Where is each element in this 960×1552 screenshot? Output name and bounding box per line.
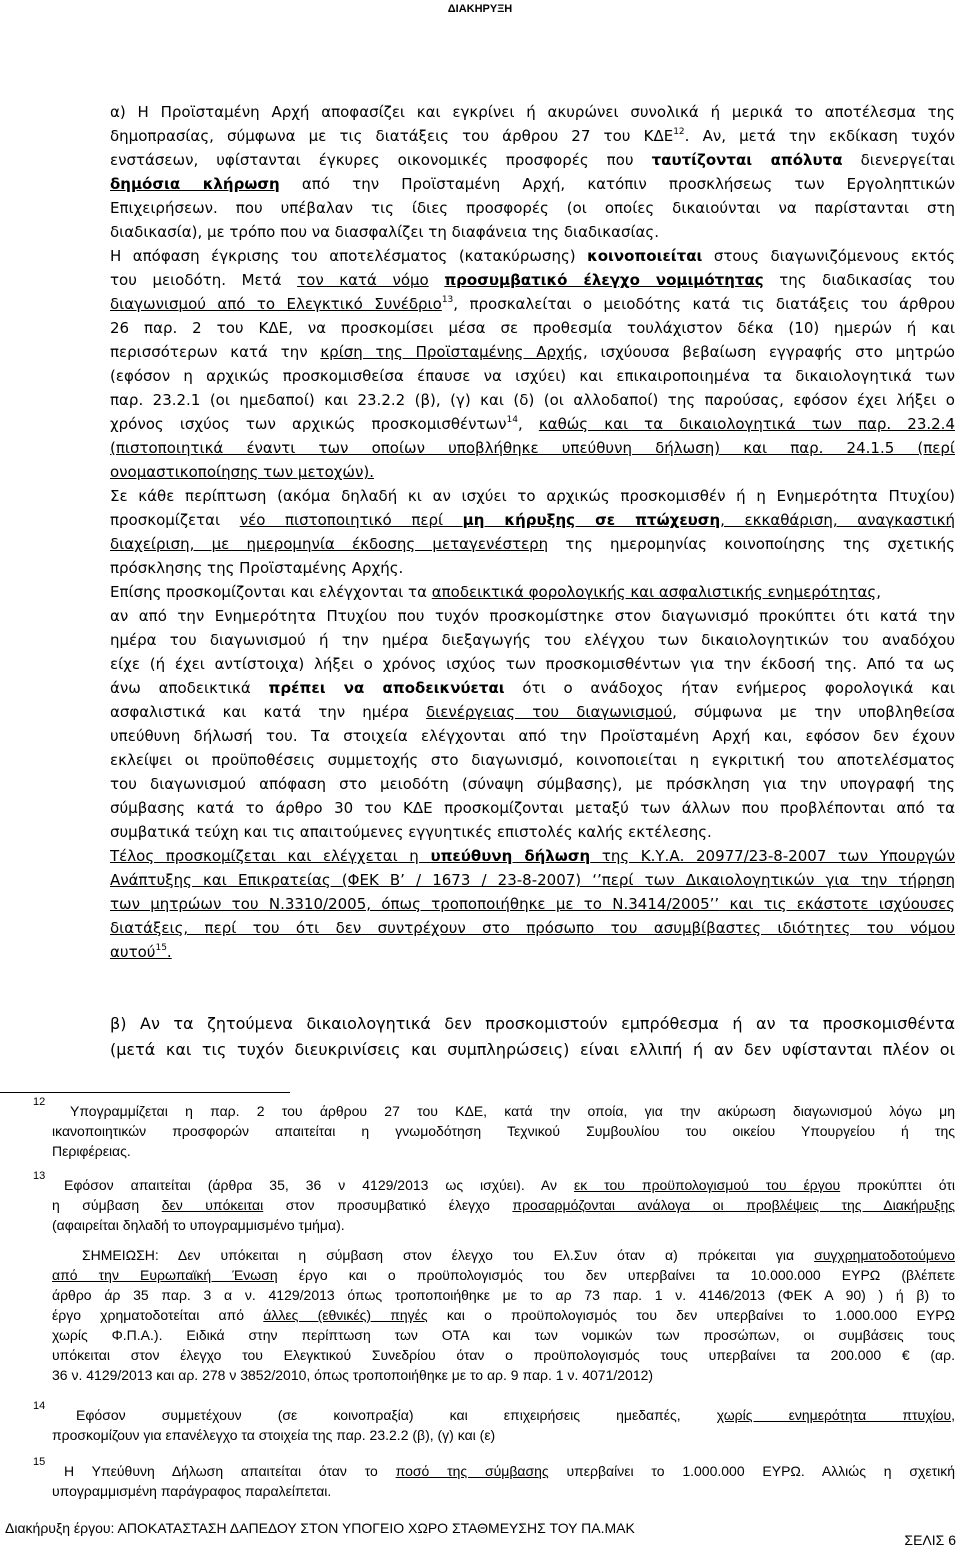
text-line: Ανάπτυξης και Επικρατείας (ΦΕΚ Β’ / 1673 / 23-8-2007) ‘’περί των Δικαιολογητικών για την τήρηση [110, 871, 955, 889]
text-line: περισσότερων κατά την κρίση της Προϊσταμένης Αρχής, ισχύουσα βεβαίωση εγγραφής στο μητρώο [110, 343, 955, 361]
text-line: ημέρα του διαγωνισμού ή την ημέρα διεξαγωγής του ελέγχου των δικαιολογητικών του αναδόχου [110, 631, 955, 649]
text-line: προσκομίζεται νέο πιστοποιητικό περί μη κήρυξης σε πτώχευση, εκκαθάριση, αναγκαστική [110, 511, 955, 529]
text-line: διατάξεις, περί του ότι δεν συντρέχουν στο πρόσωπο του ασυμβίβαστες ιδιότητες του νόμου [110, 919, 955, 937]
text-line: διαγωνισμού από το Ελεγκτικό Συνέδριο$^{13}$, προσκαλείται ο μειοδότης κατά τις διατάξεις του άρθρου [110, 295, 955, 313]
text-line: δημοπρασίας, σύμφωνα με τις διατάξεις του άρθρου 27 του ΚΔΕ$^{12}$. Αν, μετά την εκδίκαση τυχόν [110, 127, 955, 145]
footnote-number: 12 [33, 1096, 46, 1108]
footnote-line: έργο χρηματοδοτείται από άλλες (εθνικές) πηγές και ο προϋπολογισμός του δεν υπερβαίνει το 1.000.000 ΕΥΡΩ [52, 1307, 955, 1323]
footnote-line: Περιφέρειας. [52, 1143, 131, 1159]
footnote-line: Εφόσον συμμετέχουν (σε κοινοπραξία) και επιχειρήσεις ημεδαπές, χωρίς ενημερότητα πτυχίου, [76, 1407, 955, 1423]
text-line: διαχείριση, με ημερομηνία έκδοσης μεταγενέστερη της ημερομηνίας κοινοποίησης της σχετικής [110, 535, 955, 553]
text-line: υπεύθυνη δήλωσή του. Τα στοιχεία ελέγχονται από την Προϊσταμένη Αρχή και, εφόσον δεν έχουν [110, 727, 955, 745]
text-line: Τέλος προσκομίζεται και ελέγχεται η υπεύθυνη δήλωση της Κ.Υ.Α. 20977/23-8-2007 των Υπουργών [110, 847, 955, 865]
footnote-separator [0, 1092, 290, 1093]
text-line: (πιστοποιητικά έναντι των οποίων υποβλήθηκε υπεύθυνη δήλωση) και παρ. 24.1.5 (περί [110, 439, 955, 457]
text-line: εκλείψει οι προϋποθέσεις συμμετοχής στο διαγωνισμό, κοινοποιείται η εγκριτική του αποτελέσματος [110, 751, 955, 769]
text-line: του μειοδότη. Μετά τον κατά νόμο προσυμβατικό έλεγχο νομιμότητας της διαδικασίας του [110, 271, 955, 289]
text-line: άνω αποδεικτικά πρέπει να αποδεικνύεται ότι ο ανάδοχος ήταν ενήμερος φορολογικά και [110, 679, 955, 697]
text-line: ενστάσεων, υφίστανται έγκυρες οικονομικές προσφορές που ταυτίζονται απόλυτα διενεργείται [110, 151, 955, 169]
footnote-number: 13 [33, 1170, 46, 1182]
footnote-ref: 12 [673, 127, 685, 137]
text-line: σύμβασης κατά το άρθρο 30 του ΚΔΕ προσκομίζονται μεταξύ των άλλων που προβλέπονται από τα [110, 799, 955, 817]
footnote-line: 36 ν. 4129/2013 και αρ. 278 ν 3852/2010, όπως τροποποιήθηκε με το αρ. 9 παρ. 1 ν. 4071/2012) [52, 1367, 654, 1383]
document-header: ΔΙΑΚΗΡΥΞΗ [447, 3, 513, 15]
footnote-ref: 13 [441, 295, 454, 305]
text-line: α) Η Προϊσταμένη Αρχή αποφασίζει και εγκρίνει ή ακυρώνει συνολικά ή μερικά το αποτέλεσμα της [110, 103, 955, 121]
footnote-number: 15 [33, 1456, 46, 1468]
footnote-line: (αφαιρείται δηλαδή το υπογραμμισμένο τμήμα). [52, 1217, 345, 1233]
footnote-line: Εφόσον απαιτείται (άρθρα 35, 36 ν 4129/2013 ως ισχύει). Αν εκ του προϋπολογισμού του έργου προκύπτει ότι [64, 1177, 955, 1193]
footnote-line: ΣΗΜΕΙΩΣΗ: Δεν υπόκειται η σύμβαση στον έλεγχο του Ελ.Συν όταν α) πρόκειται για συγχρηματοδοτούμενο [82, 1247, 955, 1263]
text-line: (εφόσον η αρχικώς προσκομισθείσα έπαυσε να ισχύει) και επικαιροποιημένα τα δικαιολογητικά των [110, 367, 955, 385]
text-line: είχε (ή έχει αντίστοιχα) λήξει ο χρόνος ισχύος των προσκομισθέντων για την έκδοσή της. Από τα ως [110, 655, 955, 673]
text-line: Επίσης προσκομίζονται και ελέγχονται τα αποδεικτικά φορολογικής και ασφαλιστικής ενημερότητας, [110, 583, 881, 601]
footnote-ref: 15 [155, 943, 167, 953]
text-line: αυτού$^{15}$. [110, 943, 172, 961]
footnote-line: προσκομίζουν για επανέλεγχο τα στοιχεία της παρ. 23.2.2 (β), (γ) και (ε) [52, 1427, 496, 1443]
text-line: β) Αν τα ζητούμενα δικαιολογητικά δεν προσκομιστούν εμπρόθεσμα ή αν τα προσκομισθέντα [110, 1014, 955, 1033]
text-line: παρ. 23.2.1 (οι ημεδαποί) και 23.2.2 (β), (γ) και (δ) (οι αλλοδαποί) της παρούσας, εφόσον έχει λήξει ο [110, 391, 955, 409]
text-line: πρόσκλησης της Προϊσταμένης Αρχής. [110, 559, 404, 577]
footnote-line: χωρίς Φ.Π.Α.). Ειδικά στην περίπτωση των ΟΤΑ και των νομικών των προσώπων, οι συμβάσεις τους [52, 1327, 955, 1343]
text-line: δημόσια κλήρωση από την Προϊσταμένη Αρχή, κατόπιν προσκλήσεως των Εργοληπτικών [110, 175, 955, 193]
text-line: 26 παρ. 2 του ΚΔΕ, να προσκομίσει μέσα σε προθεσμία τουλάχιστον δέκα (10) ημερών ή και [110, 319, 955, 337]
text-line: διαδικασία), με τρόπο που να διασφαλίζει τη διαφάνεια της διαδικασίας. [110, 223, 660, 241]
text-line: ασφαλιστικά και κατά την ημέρα διενέργειας του διαγωνισμού, σύμφωνα με την υποβληθείσα [110, 703, 955, 721]
text-line: Επιχειρήσεων. που υπέβαλαν τις ίδιες προσφορές (οι οποίες δικαιούνται να παρίστανται στη [110, 199, 955, 217]
text-line: (μετά και τις τυχόν διευκρινίσεις και συμπληρώσεις) είναι ελλιπή ή αν δεν υφίστανται πλέον οι [110, 1040, 955, 1059]
footnote-line: η σύμβαση δεν υπόκειται στον προσυμβατικό έλεγχο προσαρμόζονται ανάλογα οι προβλέψεις της Διακήρυξης [52, 1197, 955, 1213]
text-line: του διαγωνισμού απόφαση στο μειοδότη (σύναψη σύμβασης), με πρόσκληση για την υπογραφή της [110, 775, 955, 793]
footer-page-number: ΣΕΛΙΣ 6 [904, 1532, 956, 1548]
footnote-line: Η Υπεύθυνη Δήλωση απαιτείται όταν το ποσό της σύμβασης υπερβαίνει το 1.000.000 ΕΥΡΩ. Αλλιώς η σχετική [64, 1463, 955, 1479]
footer-project-title: Διακήρυξη έργου: ΑΠΟΚΑΤΑΣΤΑΣΗ ΔΑΠΕΔΟΥ ΣΤΟΝ ΥΠΟΓΕΙΟ ΧΩΡΟ ΣΤΑΘΜΕΥΣΗΣ ΤΟΥ ΠΑ.ΜΑΚ [5, 1520, 635, 1536]
text-line: αν από την Ενημερότητα Πτυχίου που τυχόν προσκομίστηκε στον διαγωνισμό προκύπτει ότι κατά την [110, 607, 955, 625]
text-line: χρόνος ισχύος των αρχικώς προσκομισθέντων$^{14}$, καθώς και τα δικαιολογητικά των παρ. 23.2.4 [110, 415, 955, 433]
text-line: ονομαστικοποίησης των μετοχών). [110, 463, 374, 481]
footnote-line: ικανοποιητικών προσφορών απαιτείται η γνωμοδότηση Τεχνικού Συμβουλίου του οικείου Υπουργείου ή της [52, 1123, 955, 1139]
text-line: συμβατικά τεύχη και τις απαιτούμενες εγγυητικές επιστολές καλής εκτέλεσης. [110, 823, 712, 841]
footnote-number: 14 [33, 1400, 46, 1412]
footnote-line: Υπογραμμίζεται η παρ. 2 του άρθρου 27 του ΚΔΕ, κατά την οποία, για την ακύρωση διαγωνισμού λόγω μη [70, 1103, 955, 1119]
text-line: Σε κάθε περίπτωση (ακόμα δηλαδή κι αν ισχύει το αρχικώς προσκομισθέν ή η Ενημερότητα Πτυχίου) [110, 487, 955, 505]
footnote-line: υπόκειται στον έλεγχο του Ελεγκτικού Συνεδρίου όταν ο προϋπολογισμός τους υπερβαίνει τα 200.000 € (αρ. [52, 1347, 955, 1363]
footnote-ref: 14 [506, 415, 518, 425]
text-line: Η απόφαση έγκρισης του αποτελέσματος (κατακύρωσης) κοινοποιείται στους διαγωνιζόμενους εκτός [110, 247, 955, 265]
text-line: των μητρώων του Ν.3310/2005, όπως τροποποιήθηκε με το Ν.3414/2005’’ και τις εκάστοτε ισχύουσες [110, 895, 955, 913]
footnote-line: από την Ευρωπαϊκή Ένωση έργο και ο προϋπολογισμός του δεν υπερβαίνει τα 10.000.000 ΕΥΡΩ (βλέπετε [52, 1267, 955, 1283]
footnote-line: υπογραμμισμένη παράγραφος παραλείπεται. [52, 1483, 332, 1499]
footnote-line: άρθρο άρ 35 παρ. 3 α ν. 4129/2013 όπως τροποποιήθηκε με το αρ 73 παρ. 1 ν. 4146/2013 (ΦΕΚ Α 90) ) ή β) το [52, 1287, 955, 1303]
